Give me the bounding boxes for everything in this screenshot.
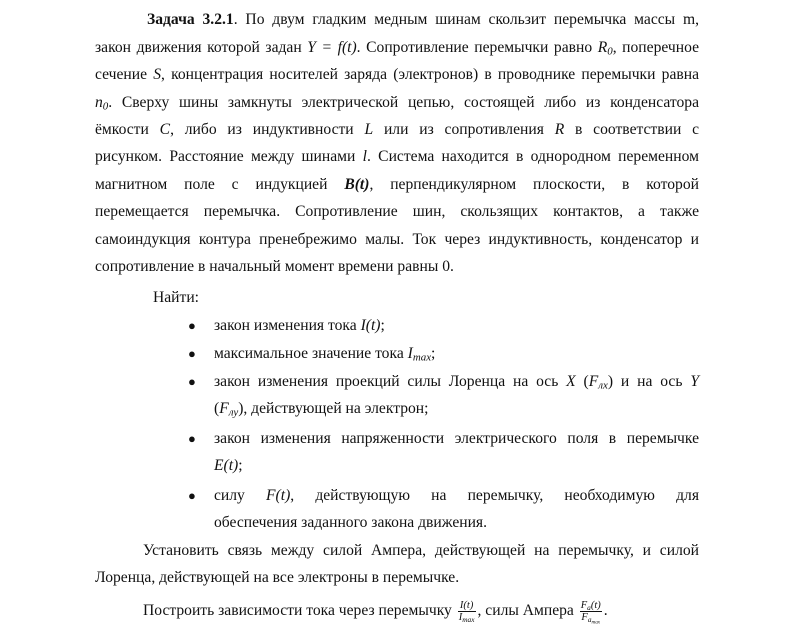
current-ratio-fraction: $\frac{I(t)}{I_{max}}$: [458, 600, 475, 624]
ampere-force-ratio-fraction: $\frac{F_a(t)}{F_{a_{max}}}$: [580, 600, 601, 626]
find-item-3-cont: $(F_{лу})$, действующей на электрон;: [214, 400, 429, 419]
problem-line-10: сопротивление в начальный момент времени равны 0.: [95, 258, 454, 275]
bullet-icon: ●: [188, 374, 196, 389]
problem-line-7: магнитном поле с индукцией B(t), перпендикулярном плоскости, в которой: [95, 176, 699, 193]
find-item-3: закон изменения проекций силы Лоренца на ось X $(F_{лх})$ и на ось Y: [214, 373, 699, 392]
problem-line-5: ёмкости C, либо из индуктивности L или из сопротивления R в соответствии с: [95, 121, 700, 138]
problem-line-1: Задача 3.2.1. По двум гладким медным шинам скользит перемычка массы m,: [147, 11, 700, 28]
find-item-5: силу F(t), действующую на перемычку, необходимую для: [214, 487, 699, 504]
find-item-1: закон изменения тока I(t);: [214, 317, 385, 334]
problem-line-2: закон движения которой задан Y = f(t). Сопротивление перемычки равно $R_0$, поперечное: [95, 39, 700, 58]
problem-line-9: самоиндукция контура пренебрежимо малы. Ток через индуктивность, конденсатор и: [95, 231, 699, 248]
plot-line: Построить зависимости тока через перемычку $\frac{I(t)}{I_{max}}$ , силы Ампера $\frac{F_a(t)}{F_{a_{max}}}$ .: [143, 600, 608, 626]
problem-line-3: сечение S, концентрация носителей заряда (электронов) в проводнике перемычки равна: [95, 66, 699, 83]
bullet-icon: ●: [188, 431, 196, 446]
problem-line-8: перемещается перемычка. Сопротивление шин, скользящих контактов, а также: [95, 203, 699, 220]
problem-line-6: рисунком. Расстояние между шинами l. Система находится в однородном переменном: [95, 148, 699, 165]
problem-number: Задача 3.2.1: [147, 11, 234, 28]
find-item-4: закон изменения напряженности электрического поля в перемычке: [214, 430, 699, 447]
establish-line-1: Установить связь между силой Ампера, действующей на перемычку, и силой: [143, 542, 699, 559]
find-heading: Найти:: [153, 289, 200, 306]
find-item-5-cont: обеспечения заданного закона движения.: [214, 514, 488, 531]
problem-line-4: $n_0$. Сверху шины замкнуты электрической цепью, состоящей либо из конденсатора: [95, 94, 699, 113]
bullet-icon: ●: [188, 318, 196, 333]
bullet-icon: ●: [188, 346, 196, 361]
find-item-2: максимальное значение тока $I_{max}$;: [214, 345, 436, 364]
find-item-4-cont: E(t);: [214, 457, 243, 474]
bullet-icon: ●: [188, 488, 196, 503]
establish-line-2: Лоренца, действующей на все электроны в перемычке.: [95, 569, 460, 586]
